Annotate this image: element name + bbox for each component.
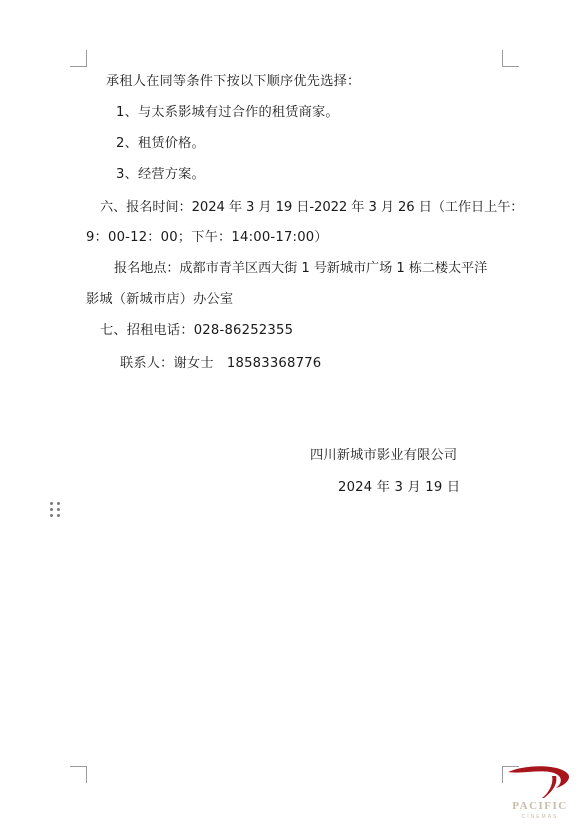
logo-swoosh-icon bbox=[498, 764, 582, 800]
crop-mark-top-left bbox=[70, 50, 87, 67]
company-signature: 四川新城市影业有限公司 bbox=[310, 448, 458, 463]
registration-location: 报名地点：成都市青羊区西大街 1 号新城市广场 1 栋二楼太平洋 bbox=[114, 261, 488, 276]
logo-subtitle-text: CINEMAS bbox=[521, 814, 559, 820]
crop-mark-bottom-left bbox=[70, 766, 87, 783]
priority-item-1: 1、与太系影城有过合作的租赁商家。 bbox=[116, 105, 339, 120]
priority-item-3: 3、经营方案。 bbox=[116, 167, 205, 182]
crop-mark-top-right bbox=[502, 50, 519, 67]
rental-phone: 七、招租电话：028-86252355 bbox=[100, 323, 294, 338]
drag-handle-icon[interactable] bbox=[50, 502, 62, 518]
priority-item-2: 2、租赁价格。 bbox=[116, 136, 205, 151]
contact-person: 联系人：谢女士 18583368776 bbox=[120, 356, 322, 371]
registration-location-cont: 影城（新城市店）办公室 bbox=[86, 292, 234, 307]
signature-date: 2024 年 3 月 19 日 bbox=[338, 480, 461, 495]
registration-time: 六、报名时间：2024 年 3 月 19 日-2022 年 3 月 26 日（工作日上午： bbox=[100, 200, 524, 215]
registration-time-cont: 9：00-12：00；下午：14:00-17:00） bbox=[86, 230, 328, 245]
priority-intro: 承租人在同等条件下按以下顺序优先选择： bbox=[106, 74, 361, 89]
pacific-cinemas-logo bbox=[498, 764, 582, 824]
logo-brand-text: PACIFIC bbox=[512, 800, 568, 812]
